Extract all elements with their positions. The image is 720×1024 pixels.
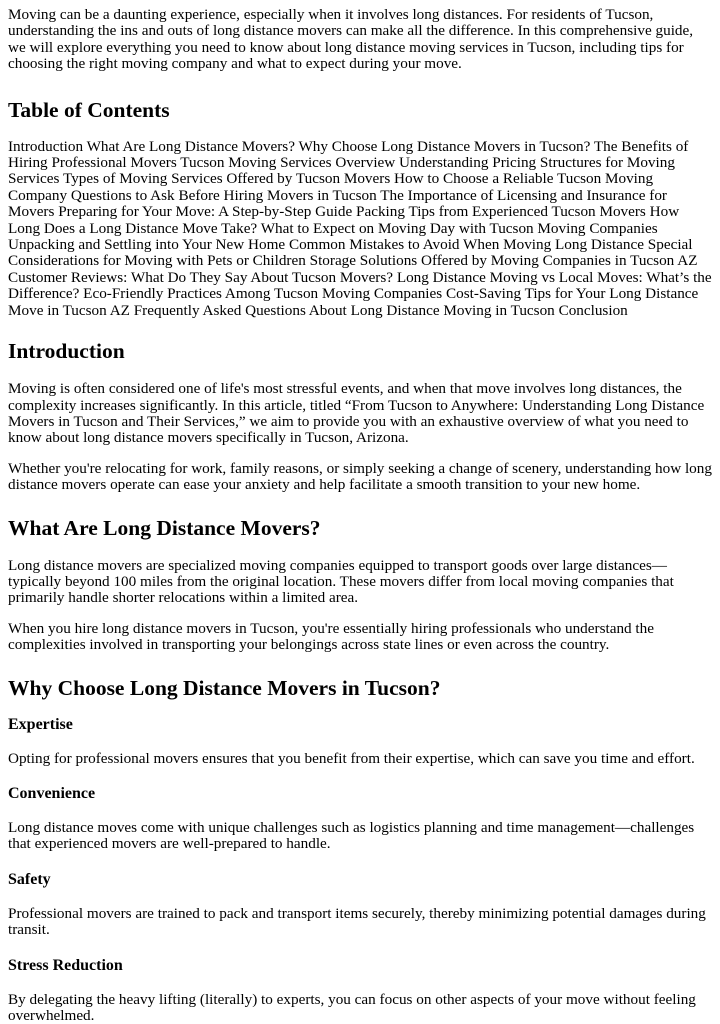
what-are-paragraph-1: Long distance movers are specialized moving companies equipped to transport goods over large distances—typically beyond 100 miles from the original location. These movers differ from local moving companies that primarily handle shorter relocations within a limited area.: [8, 556, 674, 607]
introduction-paragraph-2: Whether you're relocating for work, family reasons, or simply seeking a change of scenery, understanding how long distance movers operate can ease your anxiety and help facilitate a smooth transition to your new home.: [8, 459, 712, 494]
intro-paragraph: Moving can be a daunting experience, especially when it involves long distances. For residents of Tucson, understanding the ins and outs of long distance movers can make all the difference. In this comprehensive guide, we will explore everything you need to know about long distance moving services in Tucson, including tips for choosing the right moving company and what to expect during your move.: [8, 6, 694, 73]
what-are-paragraph-2: When you hire long distance movers in Tucson, you're essentially hiring professionals who understand the complexities involved in transporting your belongings across state lines or even across the country.: [8, 619, 654, 654]
introduction-paragraph-1: Moving is often considered one of life's most stressful events, and when that move involves long distances, the complexity increases significantly. In this article, titled “From Tucson to Anywhere: Understanding Long Distance Movers in Tucson and Their Services,” we aim to provide you with an exhaustive overview of what you need to know about long distance movers specifically in Tucson, Arizona.: [8, 380, 705, 447]
stress-reduction-text: By delegating the heavy lifting (literally) to experts, you can focus on other aspects of your move without feeling overwhelmed.: [8, 990, 696, 1024]
convenience-heading: Convenience: [8, 784, 96, 802]
convenience-text: Long distance moves come with unique challenges such as logistics planning and time management—challenges that experienced movers are well-prepared to handle.: [8, 818, 695, 853]
what-are-heading: What Are Long Distance Movers?: [8, 515, 321, 540]
safety-text: Professional movers are trained to pack and transport items securely, thereby minimizing potential damages during transit.: [8, 904, 706, 939]
expertise-text: Opting for professional movers ensures that you benefit from their expertise, which can save you time and effort.: [8, 749, 695, 767]
toc-text: Introduction What Are Long Distance Movers? Why Choose Long Distance Movers in Tucson? The Benefits of Hiring Professional Movers Tucson Moving Services Overview Understanding Pricing Structures for Moving Services Types of Moving Services Offered by Tucson Movers How to Choose a Reliable Tucson Moving Company Questions to Ask Before Hiring Movers in Tucson The Importance of Licensing and Insurance for Movers Preparing for Your Move: A Step-by-Step Guide Packing Tips from Experienced Tucson Movers How Long Does a Long Distance Move Take? What to Expect on Moving Day with Tucson Moving Companies Unpacking and Settling into Your New Home Common Mistakes to Avoid When Moving Long Distance Special Considerations for Moving with Pets or Children Storage Solutions Offered by Moving Companies in Tucson AZ Customer Reviews: What Do They Say About Tucson Movers? Long Distance Moving vs Local Moves: What’s the Difference? Eco-Friendly Practices Among Tucson Moving Companies Cost-Saving Tips for Your Long Distance Move in Tucson AZ Frequently Asked Questions About Long Distance Moving in Tucson Conclusion: [8, 137, 712, 319]
introduction-heading: Introduction: [8, 339, 125, 364]
why-choose-heading: Why Choose Long Distance Movers in Tucson?: [8, 675, 441, 700]
expertise-heading: Expertise: [8, 715, 73, 733]
safety-heading: Safety: [8, 870, 51, 888]
stress-reduction-heading: Stress Reduction: [8, 956, 123, 974]
article: [0, 7, 720, 1024]
toc-heading: Table of Contents: [8, 97, 170, 122]
